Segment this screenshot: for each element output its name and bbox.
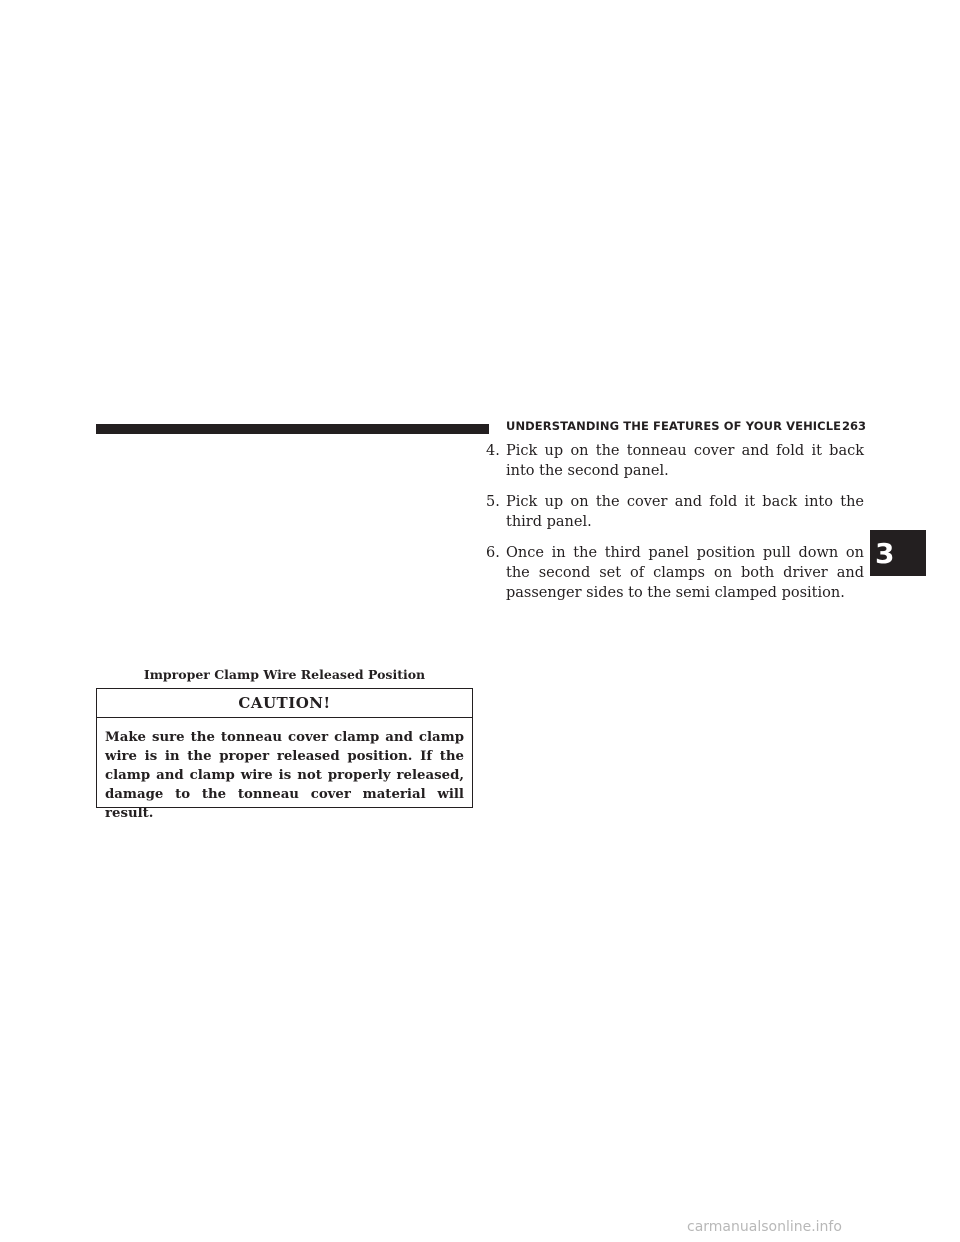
step-item (486, 441, 864, 481)
step-number: 5. (486, 494, 500, 510)
step-item (486, 492, 864, 532)
header-rule (96, 424, 489, 434)
step-number: 4. (486, 443, 500, 459)
instruction-steps (486, 441, 864, 614)
step-text: Pick up on the cover and fold it back into the third panel. (506, 494, 864, 530)
watermark-link[interactable]: carmanualsonline.info (687, 1219, 842, 1235)
chapter-tab (870, 530, 926, 576)
step-text: Once in the third panel position pull down on the second set of clamps on both driver and passenger sides to the semi clamped position. (506, 545, 864, 601)
caution-box (96, 688, 473, 821)
step-text: Pick up on the tonneau cover and fold it back into the second panel. (506, 443, 864, 479)
chapter-number: 3 (875, 536, 895, 570)
figure-caption: Improper Clamp Wire Released Position (143, 667, 426, 682)
caution-title: CAUTION! (97, 689, 472, 718)
section-title: UNDERSTANDING THE FEATURES OF YOUR VEHICLE (506, 419, 842, 433)
caution-text: Make sure the tonneau cover clamp and clamp wire is in the proper released position. If the clamp and clamp wire is not properly released, damage to the tonneau cover material will result. (105, 730, 464, 821)
step-item (486, 543, 864, 603)
page-number: 263 (842, 419, 867, 433)
step-number: 6. (486, 545, 500, 561)
